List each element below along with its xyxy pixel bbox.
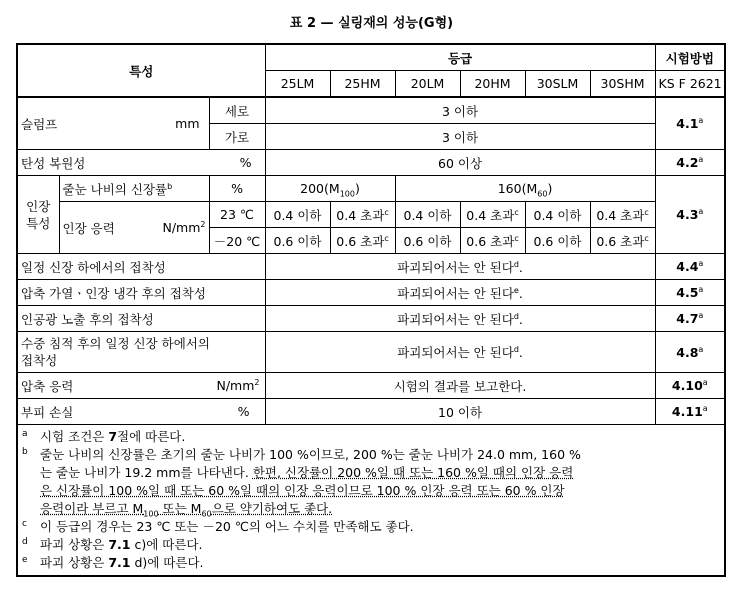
adhesion-water-value: 파괴되어서는 안 된다$^d$. — [265, 332, 655, 373]
stress-23-cell: 0.4 이하 — [525, 202, 590, 228]
tensile-group-label: 인장 특성 — [17, 176, 59, 254]
elastic-value: 60 이상 — [265, 150, 655, 176]
adhesion-constant-ref: 4.4$^a$ — [655, 254, 725, 280]
elongation-200: $200(M_{100})$ — [265, 176, 395, 202]
footnote-e: e 파괴 상황은 7.1 d)에 따른다. — [22, 555, 204, 570]
grade-25hm: 25HM — [330, 71, 395, 98]
stress-23-cell: 0.4 초과$^c$ — [460, 202, 525, 228]
adhesion-water-ref: 4.8$^a$ — [655, 332, 725, 373]
volume-loss-label: 부피 손실 — [21, 404, 74, 420]
volume-loss-unit: % — [237, 404, 250, 419]
elastic-label-cell — [17, 150, 265, 176]
volume-loss-value: 10 이하 — [265, 399, 655, 425]
grade-30slm: 30SLM — [525, 71, 590, 98]
performance-table — [16, 43, 726, 577]
volume-loss-label-cell — [17, 399, 265, 425]
adhesion-compress-value: 파괴되어서는 안 된다$^e$. — [265, 280, 655, 306]
adhesion-water-label: 수중 침적 후의 일정 신장 하에서의 접착성 — [17, 332, 265, 373]
adhesion-light-ref: 4.7$^a$ — [655, 306, 725, 332]
adhesion-compress-ref: 4.5$^a$ — [655, 280, 725, 306]
elastic-label: 탄성 복원성 — [21, 155, 86, 171]
stress-23-cell: 0.4 이하 — [395, 202, 460, 228]
elastic-unit: % — [239, 155, 252, 170]
grade-20lm: 20LM — [395, 71, 460, 98]
stress-label: 인장 응력 — [62, 220, 115, 236]
temp-23: 23 ℃ — [209, 202, 265, 228]
table-title: 표 2 — 실링재의 성능(G형) — [289, 16, 454, 31]
elongation-label: 줄눈 나비의 신장률$^b$ — [59, 176, 209, 202]
tensile-ref: 4.3$^a$ — [655, 176, 725, 254]
slump-horizontal-value: 3 이하 — [265, 124, 655, 150]
stress-23-cell: 0.4 초과$^c$ — [330, 202, 395, 228]
slump-label-cell — [17, 97, 209, 150]
volume-loss-ref: 4.11$^a$ — [655, 399, 725, 425]
slump-vertical-value: 3 이하 — [265, 97, 655, 124]
slump-label: 슬럼프 — [21, 116, 58, 132]
stress-m20-cell: 0.6 초과$^c$ — [330, 228, 395, 254]
slump-unit: mm — [175, 116, 200, 131]
slump-vertical: 세로 — [209, 97, 265, 124]
adhesion-compress-label: 압축 가열ㆍ인장 냉각 후의 접착성 — [17, 280, 265, 306]
compress-stress-label: 압축 응력 — [21, 378, 74, 394]
stress-23-cell: 0.4 이하 — [265, 202, 330, 228]
grade-25lm: 25LM — [265, 71, 330, 98]
adhesion-constant-label: 일정 신장 하에서의 접착성 — [17, 254, 265, 280]
stress-m20-cell: 0.6 이하 — [525, 228, 590, 254]
stress-m20-cell: 0.6 이하 — [265, 228, 330, 254]
stress-m20-cell: 0.6 이하 — [395, 228, 460, 254]
header-method: 시험방법 — [655, 44, 725, 71]
adhesion-constant-value: 파괴되어서는 안 된다$^d$. — [265, 254, 655, 280]
elastic-ref: 4.2$^a$ — [655, 150, 725, 176]
stress-m20-cell: 0.6 초과$^c$ — [460, 228, 525, 254]
compress-stress-label-cell — [17, 373, 265, 399]
footnote-a: a 시험 조건은 7절에 따른다. — [22, 429, 186, 444]
stress-m20-cell: 0.6 초과$^c$ — [590, 228, 655, 254]
header-property: 특성 — [17, 44, 265, 97]
footnotes — [17, 425, 725, 577]
stress-23-cell: 0.4 초과$^c$ — [590, 202, 655, 228]
stress-label-cell — [59, 202, 209, 254]
footnote-d: d 파괴 상황은 7.1 c)에 따른다. — [22, 537, 203, 552]
temp-minus20: －20 ℃ — [209, 228, 265, 254]
stress-unit: $N/mm^2$ — [162, 219, 206, 235]
header-grade: 등급 — [265, 44, 655, 71]
compress-stress-ref: 4.10$^a$ — [655, 373, 725, 399]
grade-30shm: 30SHM — [590, 71, 655, 98]
footnote-c: c 이 등급의 경우는 23 ℃ 또는 －20 ℃의 어느 수치를 만족해도 좋다. — [22, 519, 414, 534]
elongation-160: $160(M_{60})$ — [395, 176, 655, 202]
footnote-b: b 줄눈 나비의 신장률은 초기의 줄눈 나비가 100 %이므로, 200 %는 줄눈 나비가 24.0 mm, 160 % 는 줄눈 나비가 19.2 mm를 나타낸다. 한편, 신장률이 200 %일 때 또는 160 %일 때의 인장 응력 은 신장률이 100 %일 때 또는 60 %일 때의 인장 응력이므로 100 % 인장 응력 또는 60 % 인장 응력이라 부르고 $M_{100}$ 또는 $M_{60}$으로 약기하여도 좋다. — [22, 447, 581, 519]
slump-ref: 4.1$^a$ — [655, 97, 725, 150]
compress-stress-value: 시험의 결과를 보고한다. — [265, 373, 655, 399]
compress-stress-unit: $N/mm^2$ — [216, 377, 260, 393]
standard-code: KS F 2621 — [655, 71, 725, 98]
grade-20hm: 20HM — [460, 71, 525, 98]
adhesion-light-value: 파괴되어서는 안 된다$^d$. — [265, 306, 655, 332]
slump-horizontal: 가로 — [209, 124, 265, 150]
elongation-unit: % — [209, 176, 265, 202]
adhesion-light-label: 인공광 노출 후의 접착성 — [17, 306, 265, 332]
